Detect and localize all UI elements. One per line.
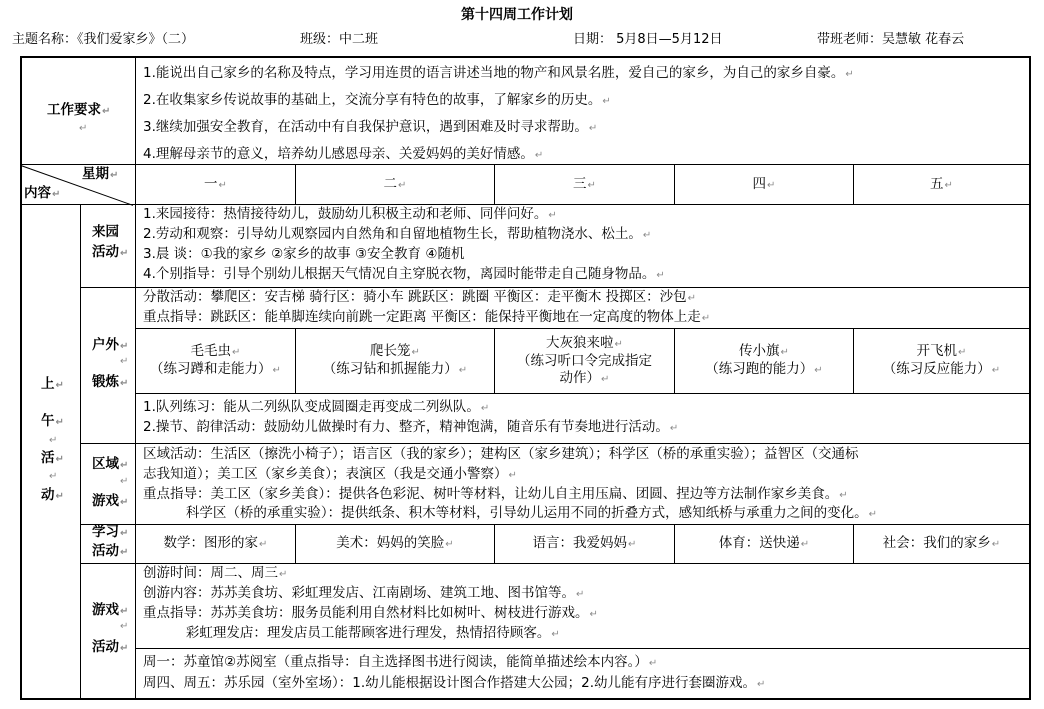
outdoor-game-4: 传小旗↵ （练习跑的能力）↵ (705, 343, 823, 377)
morning-label-1: 上↵ (41, 376, 64, 392)
requirement-4: 4.理解母亲节的意义，培养幼儿感恩母亲、关爱妈妈的美好情感。↵ (143, 146, 544, 162)
outdoor-game-1: 毛毛虫↵ （练习蹲和走能力）↵ (150, 343, 281, 377)
outdoor-extra-1: 1.队列练习：能从二列纵队变成圆圈走再变成二列纵队。↵ (143, 399, 490, 415)
requirement-3: 3.继续加强安全教育，在活动中有自我保护意识，遇到困难及时寻求帮助。↵ (143, 119, 598, 135)
class-name: 班级：中二班 (300, 32, 379, 47)
arrival-label-1: 来园 (92, 224, 119, 240)
arrival-line-3: 3.晨 谈：①我的家乡 ②家乡的故事 ③安全教育 ④随机 (143, 246, 465, 262)
day-header-1: 一↵ (204, 176, 227, 192)
morning-label-4: 动↵ (41, 487, 64, 503)
day-header-2: 二↵ (383, 176, 407, 192)
requirements-label: 工作要求↵ (47, 102, 111, 118)
learning-day-2: 美术：妈妈的笑脸↵ (336, 535, 454, 551)
outdoor-game-3: 大灰狼来啦↵ （练习听口令完成指定 动作）↵ (517, 335, 652, 386)
learning-day-1: 数学：图形的家↵ (163, 535, 268, 551)
arrival-label-2: 活动↵ (92, 244, 129, 260)
learning-label-1: 学习↵ (92, 524, 129, 540)
games-label-2: 活动↵ (92, 639, 129, 655)
arrival-line-1: 1.来园接待：热情接待幼儿，鼓励幼儿积极主动和老师、同伴问好。↵ (143, 206, 557, 222)
learning-day-4: 体育：送快递↵ (718, 535, 810, 551)
games-line-6: 周四、周五：苏乐园（室外室场）：1.幼儿能根据设计图合作搭建大公园；2.幼儿能有序进行套圈游戏。↵ (143, 675, 766, 691)
day-header-4: 四↵ (752, 176, 776, 192)
outdoor-line-2: 重点指导：跳跃区：能单脚连续向前跳一定距离 平衡区：能保持平衡地在一定高度的物体上走↵ (143, 309, 711, 325)
games-line-5: 周一：苏童馆②苏阅室（重点指导：自主选择图书进行阅读，能简单描述绘本内容。）↵ (143, 654, 658, 670)
day-header-5: 五↵ (930, 176, 953, 192)
area-line-2: 志我知道）；美工区（家乡美食）；表演区（我是交通小警察）↵ (143, 466, 517, 482)
requirement-2: 2.在收集家乡传说故事的基础上，交流分享有特色的故事，了解家乡的历史。↵ (143, 92, 611, 108)
learning-label-2: 活动↵ (92, 543, 129, 559)
outdoor-label-2: 锻炼↵ (92, 374, 129, 390)
learning-day-3: 语言：我爱妈妈↵ (532, 535, 637, 551)
theme-name: 主题名称：《我们爱家乡》（二） (12, 32, 195, 47)
outdoor-extra-2: 2.操节、韵律活动：鼓励幼儿做操时有力、整齐，精神饱满，随音乐有节奏地进行活动。↵ (143, 419, 679, 435)
games-line-1: 创游时间：周二、周三↵ (143, 565, 288, 581)
area-label-2: 游戏↵ (92, 493, 129, 509)
outdoor-label-1: 户外↵ (92, 337, 129, 353)
learning-day-5: 社会：我们的家乡↵ (882, 535, 1001, 551)
teachers: 带班老师：吴慧敏 花春云 (817, 32, 965, 47)
morning-label-3: 活↵ (41, 450, 64, 466)
area-line-3: 重点指导：美工区（家乡美食）：提供各色彩泥、树叶等材料，让幼儿自主用压扁、团圆、捏边等方法制作家乡美食。↵ (143, 486, 848, 502)
games-label-1: 游戏↵ (92, 602, 129, 618)
area-line-1: 区域活动：生活区（擦洗小椅子）；语言区（我的家乡）；建构区（家乡建筑）；科学区（桥的承重实验）；益智区（交通标 (143, 446, 859, 462)
outdoor-game-5: 开飞机↵ （练习反应能力）↵ (882, 343, 1001, 377)
day-header-3: 三↵ (573, 176, 596, 192)
area-line-4: 科学区（桥的承重实验）：提供纸条、积木等材料，引导幼儿运用不同的折叠方式，感知纸桥与承重力之间的变化。↵ (143, 505, 878, 521)
area-label-1: 区域↵ (92, 456, 129, 472)
outdoor-line-1: 分散活动：攀爬区：安吉梯 骑行区：骑小车 跳跃区：跳圈 平衡区：走平衡木 投掷区：沙包↵ (143, 289, 697, 305)
games-line-2: 创游内容：苏苏美食坊、彩虹理发店、江南剧场、建筑工地、图书馆等。↵ (143, 585, 585, 601)
requirement-1: 1.能说出自己家乡的名称及特点，学习用连贯的语言讲述当地的物产和风景名胜，爱自己的家乡，为自己的家乡自豪。↵ (143, 65, 854, 81)
arrival-line-4: 4.个别指导：引导个别幼儿根据天气情况自主穿脱衣物，离园时能带走自己随身物品。↵ (143, 266, 665, 282)
content-label: 内容↵ (24, 185, 61, 201)
arrival-line-2: 2.劳动和观察：引导幼儿观察园内自然角和自留地植物生长，帮助植物浇水、松土。↵ (143, 226, 652, 242)
date-range: 日期： 5月8日—5月12日 (573, 32, 723, 47)
games-line-4: 彩虹理发店：理发店员工能帮顾客进行理发，热情招待顾客。↵ (143, 625, 560, 641)
morning-label-2: 午↵ (41, 413, 64, 429)
weekday-label: 星期↵ (82, 166, 119, 182)
games-line-3: 重点指导：苏苏美食坊：服务员能利用自然材料比如树叶、树枝进行游戏。↵ (143, 605, 598, 621)
page-title: 第十四周工作计划 (461, 7, 573, 23)
outdoor-game-2: 爬长笼↵ （练习钻和抓握能力）↵ (322, 343, 468, 377)
